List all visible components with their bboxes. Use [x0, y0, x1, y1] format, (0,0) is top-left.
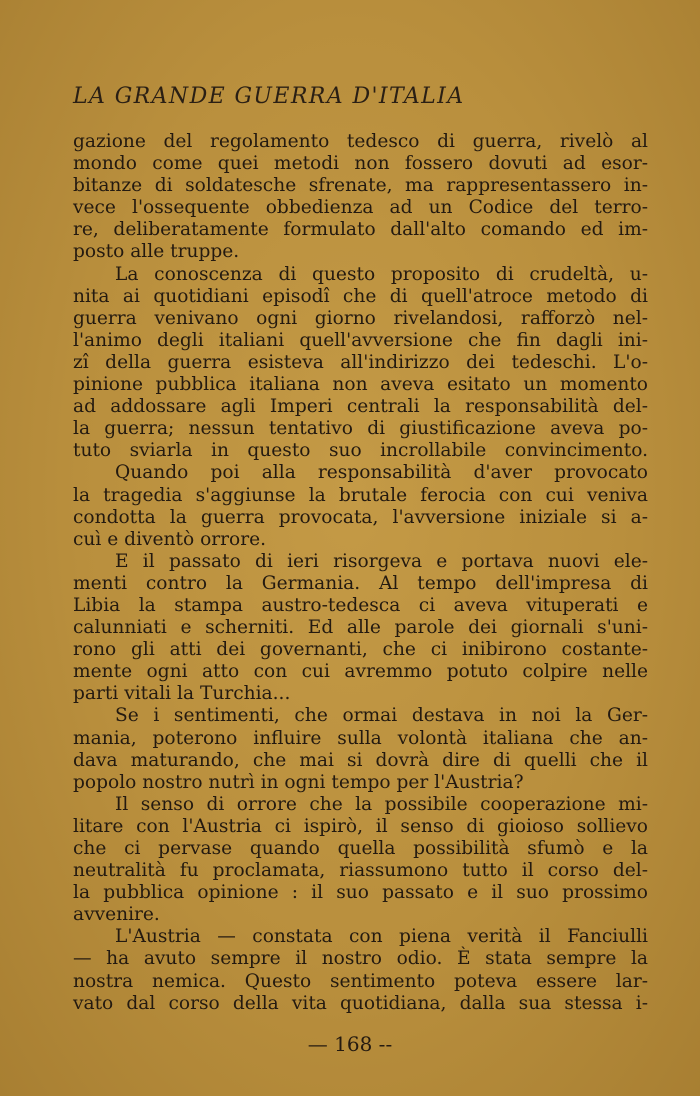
text-line: zî della guerra esisteva all'indirizzo dei tedeschi. L'o-: [73, 351, 648, 373]
text-line: pinione pubblica italiana non aveva esitato un momento: [73, 374, 648, 396]
text-line: Il senso di orrore che la possibile cooperazione mi-: [115, 793, 648, 815]
text-line: L'Austria — constata con piena verità il Fanciulli: [115, 926, 648, 948]
running-head: LA GRANDE GUERRA D'ITALIA: [73, 84, 465, 109]
text-line: condotta la guerra provocata, l'avversione iniziale si a-: [73, 506, 648, 528]
text-line: re, deliberatamente formulato dall'alto comando ed im-: [73, 219, 648, 241]
text-line: bitanze di soldatesche sfrenate, ma rappresentassero in-: [73, 175, 648, 197]
text-line: vato dal corso della vita quotidiana, dalla sua stessa i-: [73, 992, 648, 1014]
text-line: popolo nostro nutrì in ogni tempo per l'Austria?: [73, 771, 524, 793]
text-line: cuì e diventò orrore.: [73, 528, 267, 550]
text-line: litare con l'Austria ci ispirò, il senso di gioioso sollievo: [73, 815, 648, 837]
text-line: guerra venivano ogni giorno rivelandosi, rafforzò nel-: [73, 307, 648, 329]
text-line: tuto sviarla in questo suo incrollabile convincimento.: [73, 440, 648, 462]
text-line: la guerra; nessun tentativo di giustificazione aveva po-: [73, 418, 648, 440]
text-line: la tragedia s'aggiunse la brutale ferocia con cui veniva: [73, 484, 648, 506]
text-line: gazione del regolamento tedesco di guerra, rivelò al: [73, 131, 648, 152]
text-line: Libia la stampa austro-tedesca ci aveva vituperati e: [73, 594, 648, 616]
text-line: parti vitali la Turchia...: [73, 683, 291, 705]
text-line: Quando poi alla responsabilità d'aver provocato: [115, 462, 648, 484]
text-line: mente ogni atto con cui avremmo potuto colpire nelle: [73, 661, 648, 683]
text-line: che ci pervase quando quella possibilità sfumò e la: [73, 838, 648, 859]
text-line: menti contro la Germania. Al tempo dell'impresa di: [73, 572, 648, 594]
text-line: calunniati e scherniti. Ed alle parole dei giornali s'uni-: [73, 617, 648, 639]
text-line: — ha avuto sempre il nostro odio. È stata sempre la: [73, 948, 648, 970]
text-line: ad addossare agli Imperi centrali la responsabilità del-: [73, 396, 648, 418]
text-line: mania, poterono influire sulla volontà italiana che an-: [73, 727, 648, 749]
text-line: vece l'ossequente obbedienza ad un Codice del terro-: [73, 197, 648, 219]
text-line: l'animo degli italiani quell'avversione che fin dagli ini-: [73, 329, 648, 351]
text-line: E il passato di ieri risorgeva e portava nuovi ele-: [115, 550, 648, 572]
text-line: mondo come quei metodi non fossero dovuti ad esor-: [73, 153, 648, 175]
text-line: posto alle truppe.: [73, 241, 240, 263]
text-line: Se i sentimenti, che ormai destava in noi la Ger-: [115, 705, 648, 727]
text-line: la pubblica opinione : il suo passato e il suo prossimo: [73, 882, 648, 904]
text-line: neutralità fu proclamata, riassumono tutto il corso del-: [73, 860, 648, 882]
text-line: nostra nemica. Questo sentimento poteva essere lar-: [73, 970, 648, 992]
text-line: dava maturando, che mai si dovrà dire di quelli che il: [73, 749, 648, 771]
text-line: La conoscenza di questo proposito di crudeltà, u-: [115, 263, 648, 285]
page-number: — 168 --: [307, 1032, 393, 1056]
text-line: rono gli atti dei governanti, che ci inibirono costante-: [73, 639, 648, 661]
text-line: avvenire.: [73, 904, 160, 926]
text-line: nita ai quotidiani episodî che di quell'atroce metodo di: [73, 285, 648, 307]
body-text: [73, 131, 648, 1015]
